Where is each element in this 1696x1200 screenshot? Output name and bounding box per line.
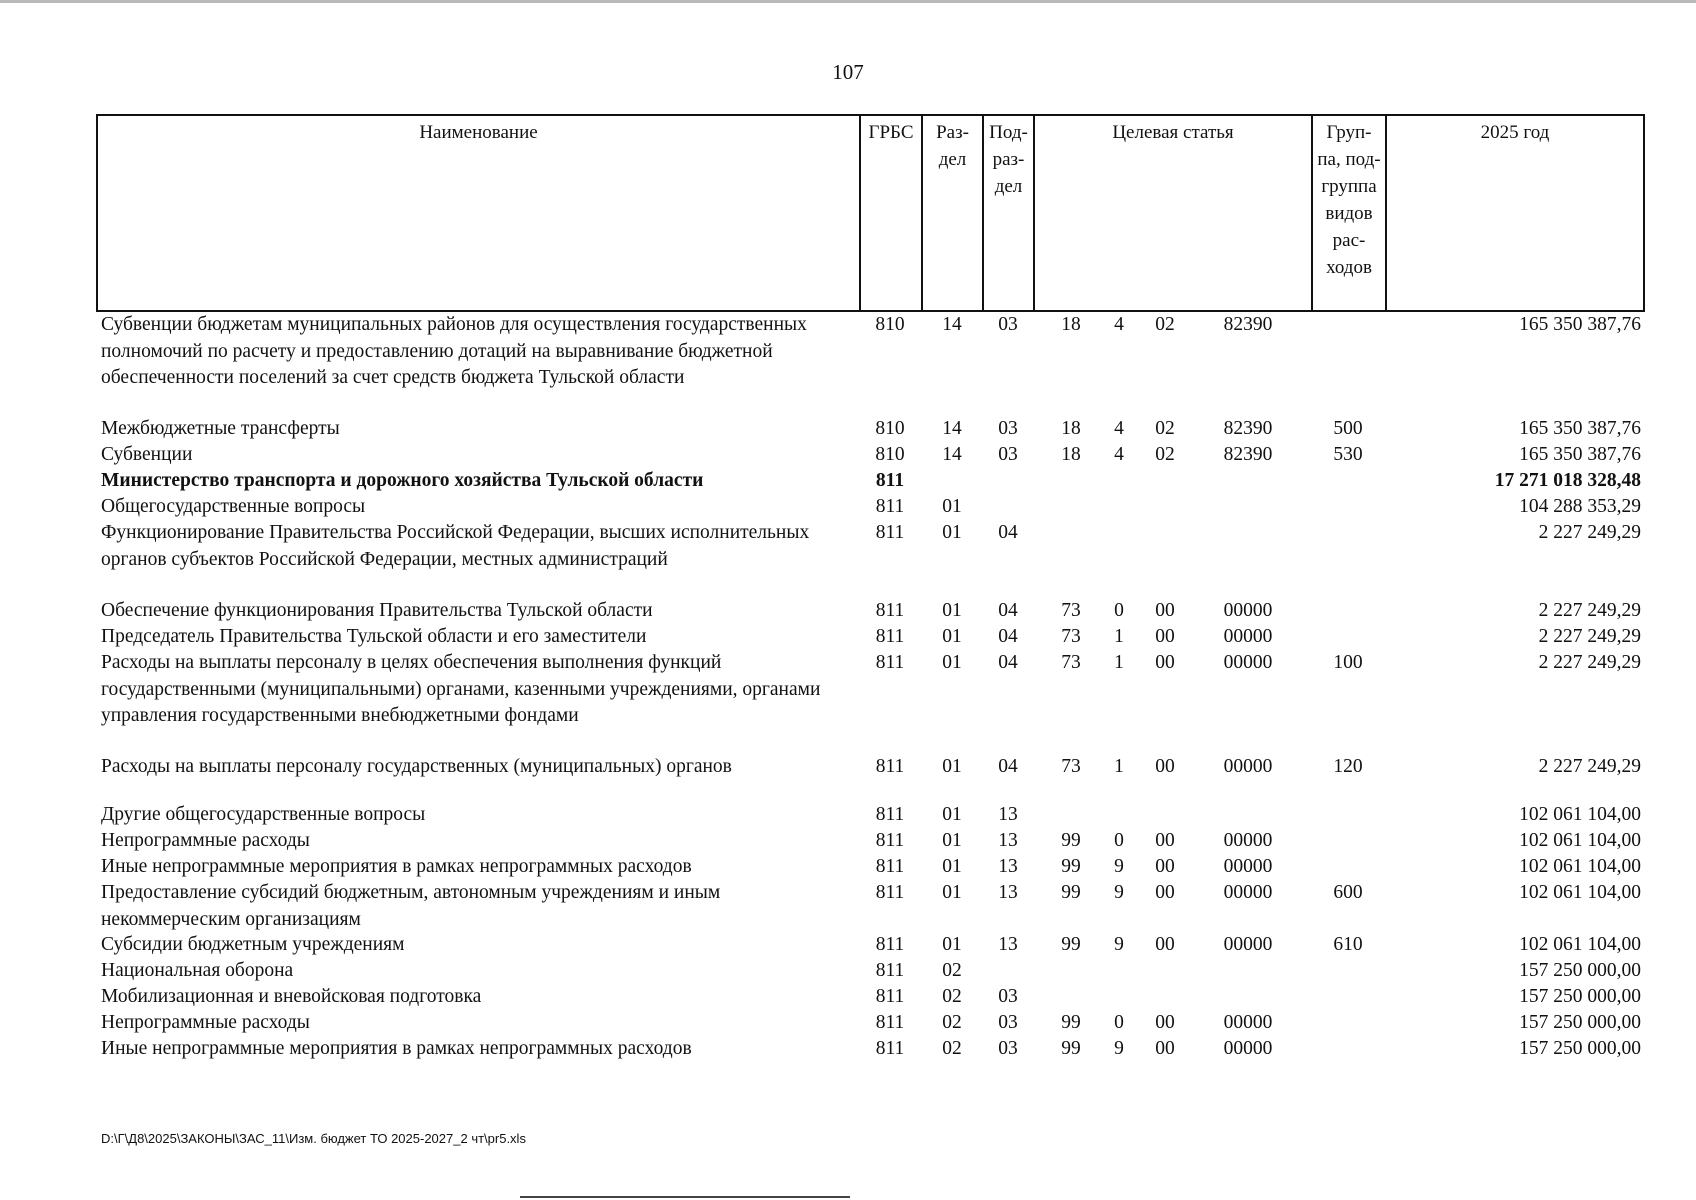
row-grbs: 811 [875, 652, 905, 673]
row-vr: 100 [1333, 652, 1363, 673]
row-pr: 03 [998, 1012, 1018, 1033]
row-cs4: 82390 [1223, 418, 1273, 439]
row-grbs: 811 [875, 1038, 905, 1059]
row-name: Иные непрограммные мероприятия в рамках непрограммных расходов [101, 856, 692, 877]
row-cs3: 02 [1155, 314, 1175, 335]
row-cs4: 00000 [1223, 626, 1273, 647]
row-cs4: 00000 [1223, 882, 1273, 903]
row-name: Национальная оборона [101, 960, 294, 981]
row-cs2: 4 [1114, 444, 1124, 465]
row-name: Непрограммные расходы [101, 830, 310, 851]
row-pr: 13 [998, 856, 1018, 877]
row-pr: 03 [998, 986, 1018, 1007]
row-amount: 2 227 249,29 [1538, 522, 1641, 543]
row-name: Предоставление субсидий бюджетным, автономным учреждениям и иным некоммерческим организациям [101, 882, 721, 930]
row-name: Непрограммные расходы [101, 1012, 310, 1033]
row-amount: 2 227 249,29 [1538, 626, 1641, 647]
row-cs2: 9 [1114, 856, 1124, 877]
row-grbs: 811 [875, 522, 905, 543]
row-rz: 01 [942, 882, 962, 903]
row-grbs: 811 [875, 626, 905, 647]
row-name: Иные непрограммные мероприятия в рамках непрограммных расходов [101, 1038, 692, 1059]
row-rz: 01 [942, 804, 962, 825]
row-grbs: 811 [875, 830, 905, 851]
row-name: Председатель Правительства Тульской области и его заместители [101, 626, 647, 647]
row-cs2: 1 [1114, 626, 1124, 647]
row-cs1: 99 [1061, 856, 1081, 877]
row-vr: 610 [1333, 934, 1363, 955]
row-cs2: 0 [1114, 600, 1124, 621]
row-cs4: 00000 [1223, 652, 1273, 673]
row-grbs: 811 [875, 496, 905, 517]
row-amount: 102 061 104,00 [1519, 856, 1641, 877]
row-pr: 03 [998, 418, 1018, 439]
row-cs3: 00 [1155, 1012, 1175, 1033]
row-cs3: 00 [1155, 856, 1175, 877]
row-amount: 157 250 000,00 [1519, 960, 1641, 981]
row-name: Субвенции [101, 444, 193, 465]
row-rz: 01 [942, 522, 962, 543]
row-cs3: 02 [1155, 418, 1175, 439]
row-rz: 01 [942, 756, 962, 777]
row-rz: 02 [942, 1012, 962, 1033]
row-cs2: 9 [1114, 1038, 1124, 1059]
row-amount: 2 227 249,29 [1538, 600, 1641, 621]
row-cs4: 82390 [1223, 314, 1273, 335]
row-rz: 01 [942, 652, 962, 673]
row-cs4: 00000 [1223, 830, 1273, 851]
row-grbs: 811 [875, 756, 905, 777]
row-name: Мобилизационная и вневойсковая подготовка [101, 986, 482, 1007]
row-cs4: 00000 [1223, 756, 1273, 777]
row-name: Субсидии бюджетным учреждениям [101, 934, 405, 955]
row-amount: 2 227 249,29 [1538, 756, 1641, 777]
row-cs1: 73 [1061, 756, 1081, 777]
row-cs2: 9 [1114, 934, 1124, 955]
header-grbs: ГРБС [861, 116, 923, 310]
row-cs2: 9 [1114, 882, 1124, 903]
row-pr: 04 [998, 522, 1018, 543]
row-amount: 157 250 000,00 [1519, 986, 1641, 1007]
row-name: Министерство транспорта и дорожного хозяйства Тульской области [101, 470, 704, 491]
row-cs3: 00 [1155, 882, 1175, 903]
page-number: 107 [832, 60, 864, 84]
row-cs3: 00 [1155, 934, 1175, 955]
row-pr: 04 [998, 600, 1018, 621]
row-amount: 104 288 353,29 [1519, 496, 1641, 517]
row-grbs: 811 [875, 804, 905, 825]
row-cs2: 1 [1114, 756, 1124, 777]
table-header [96, 114, 1645, 312]
row-cs2: 0 [1114, 830, 1124, 851]
row-cs3: 00 [1155, 1038, 1175, 1059]
scan-edge [0, 0, 1696, 3]
row-name: Другие общегосударственные вопросы [101, 804, 426, 825]
row-pr: 04 [998, 756, 1018, 777]
row-cs2: 4 [1114, 314, 1124, 335]
row-pr: 13 [998, 804, 1018, 825]
row-pr: 04 [998, 626, 1018, 647]
row-name: Межбюджетные трансферты [101, 418, 340, 439]
row-cs4: 00000 [1223, 1038, 1273, 1059]
row-grbs: 811 [875, 882, 905, 903]
row-cs2: 1 [1114, 652, 1124, 673]
row-pr: 03 [998, 314, 1018, 335]
header-target-article: Целевая статья [1035, 116, 1313, 310]
file-path: D:\Г\Д8\2025\ЗАКОНЫ\ЗАС_11\Изм. бюджет ТО 2025-2027_2 чт\pr5.xls [101, 1131, 526, 1146]
row-amount: 165 350 387,76 [1519, 314, 1641, 335]
row-rz: 02 [942, 986, 962, 1007]
row-amount: 157 250 000,00 [1519, 1012, 1641, 1033]
row-amount: 102 061 104,00 [1519, 882, 1641, 903]
row-amount: 102 061 104,00 [1519, 934, 1641, 955]
row-cs1: 99 [1061, 830, 1081, 851]
row-cs1: 18 [1061, 314, 1081, 335]
row-cs3: 00 [1155, 830, 1175, 851]
row-rz: 14 [942, 444, 962, 465]
row-rz: 01 [942, 856, 962, 877]
row-rz: 14 [942, 314, 962, 335]
row-rz: 02 [942, 1038, 962, 1059]
row-amount: 2 227 249,29 [1538, 652, 1641, 673]
row-cs4: 82390 [1223, 444, 1273, 465]
row-name: Функционирование Правительства Российской Федерации, высших исполнительных органов субъектов Российской Федерации, местных администраций [101, 522, 810, 570]
row-pr: 13 [998, 882, 1018, 903]
row-cs4: 00000 [1223, 934, 1273, 955]
row-cs3: 00 [1155, 756, 1175, 777]
row-grbs: 811 [875, 986, 905, 1007]
row-pr: 03 [998, 1038, 1018, 1059]
row-rz: 01 [942, 496, 962, 517]
row-vr: 530 [1333, 444, 1363, 465]
row-amount: 102 061 104,00 [1519, 830, 1641, 851]
row-cs2: 0 [1114, 1012, 1124, 1033]
row-rz: 02 [942, 960, 962, 981]
row-grbs: 810 [875, 444, 905, 465]
row-amount: 157 250 000,00 [1519, 1038, 1641, 1059]
row-amount: 165 350 387,76 [1519, 444, 1641, 465]
row-rz: 01 [942, 600, 962, 621]
row-cs1: 73 [1061, 600, 1081, 621]
table-body [96, 312, 1645, 1127]
row-cs3: 00 [1155, 652, 1175, 673]
row-cs1: 73 [1061, 652, 1081, 673]
row-cs4: 00000 [1223, 600, 1273, 621]
row-grbs: 811 [875, 470, 905, 491]
row-cs1: 99 [1061, 1012, 1081, 1033]
row-name: Общегосударственные вопросы [101, 496, 366, 517]
row-grbs: 810 [875, 314, 905, 335]
row-cs1: 73 [1061, 626, 1081, 647]
row-cs1: 99 [1061, 934, 1081, 955]
row-amount: 102 061 104,00 [1519, 804, 1641, 825]
header-name: Наименование [98, 116, 861, 310]
row-name: Обеспечение функционирования Правительства Тульской области [101, 600, 653, 621]
row-cs3: 00 [1155, 600, 1175, 621]
row-pr: 13 [998, 934, 1018, 955]
row-amount: 17 271 018 328,48 [1494, 470, 1641, 491]
header-year: 2025 год [1480, 122, 1550, 143]
row-name: Расходы на выплаты персоналу государственных (муниципальных) органов [101, 756, 732, 777]
row-cs1: 18 [1061, 444, 1081, 465]
row-cs1: 99 [1061, 1038, 1081, 1059]
row-cs3: 00 [1155, 626, 1175, 647]
row-grbs: 810 [875, 418, 905, 439]
row-grbs: 811 [875, 600, 905, 621]
divider [520, 1196, 850, 1198]
row-grbs: 811 [875, 960, 905, 981]
row-cs4: 00000 [1223, 856, 1273, 877]
row-cs2: 4 [1114, 418, 1124, 439]
row-pr: 13 [998, 830, 1018, 851]
row-pr: 04 [998, 652, 1018, 673]
header-expense-group: Груп- па, под- группа видов рас- ходов [1313, 116, 1387, 310]
row-grbs: 811 [875, 934, 905, 955]
row-rz: 14 [942, 418, 962, 439]
row-vr: 120 [1333, 756, 1363, 777]
row-pr: 03 [998, 444, 1018, 465]
row-cs1: 18 [1061, 418, 1081, 439]
row-cs3: 02 [1155, 444, 1175, 465]
row-grbs: 811 [875, 1012, 905, 1033]
row-rz: 01 [942, 830, 962, 851]
row-vr: 500 [1333, 418, 1363, 439]
row-grbs: 811 [875, 856, 905, 877]
header-podrazdel: Под- раз- дел [984, 116, 1035, 310]
row-cs4: 00000 [1223, 1012, 1273, 1033]
row-name: Расходы на выплаты персоналу в целях обеспечения выполнения функций государственными (муниципальными) органами, казенными учреждениями, органами управления государственными внебюджетными фондами [101, 652, 821, 726]
row-cs1: 99 [1061, 882, 1081, 903]
row-amount: 165 350 387,76 [1519, 418, 1641, 439]
row-rz: 01 [942, 934, 962, 955]
header-razdel: Раз- дел [923, 116, 984, 310]
row-rz: 01 [942, 626, 962, 647]
row-vr: 600 [1333, 882, 1363, 903]
row-name: Субвенции бюджетам муниципальных районов для осуществления государственных полномочий по расчету и предоставлению дотаций на выравнивание бюджетной обеспеченности поселений за счет средств бюджета Тульской области [101, 314, 807, 388]
